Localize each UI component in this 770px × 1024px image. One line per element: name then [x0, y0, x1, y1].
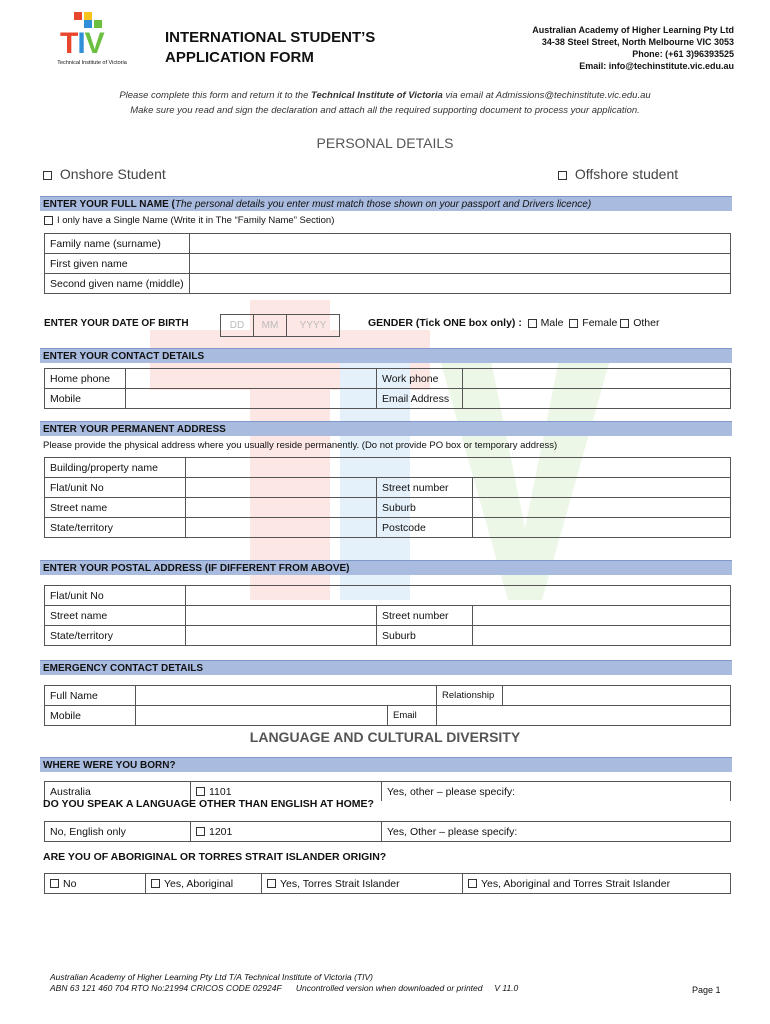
footer-uncontrolled: Uncontrolled version when downloaded or printed — [295, 983, 483, 993]
postal-flat-field[interactable] — [186, 586, 731, 606]
born-bar: WHERE WERE YOU BORN? — [40, 757, 732, 772]
australia-label: Australia — [45, 782, 191, 802]
postcode-field[interactable] — [473, 518, 731, 538]
gender-label: GENDER (Tick ONE box only) : — [368, 317, 522, 329]
name-table — [44, 233, 731, 294]
dob-day-field[interactable]: DD — [221, 315, 254, 337]
family-name-label: Family name (surname) — [45, 234, 190, 254]
abor-no-option[interactable] — [45, 874, 146, 894]
male-label: Male — [540, 317, 564, 329]
home-phone-field[interactable] — [126, 369, 377, 389]
flat-field[interactable] — [186, 478, 377, 498]
postal-street-name-field[interactable] — [186, 606, 377, 626]
onshore-checkbox[interactable] — [43, 171, 52, 180]
onshore-option[interactable] — [43, 166, 166, 182]
abor-torres-checkbox[interactable] — [267, 879, 276, 888]
footer — [50, 972, 518, 994]
street-number-label: Street number — [377, 478, 473, 498]
language-table — [44, 821, 731, 842]
first-name-field[interactable] — [189, 254, 730, 274]
intro-bold: Technical Institute of Victoria — [311, 90, 443, 101]
abor-no-label: No — [63, 877, 77, 890]
org-address: 34-38 Steel Street, North Melbourne VIC 3053 — [541, 37, 734, 47]
intro-text — [0, 88, 770, 118]
postal-street-name-label: Street name — [45, 606, 186, 626]
first-name-label: First given name — [45, 254, 190, 274]
born-other-specify[interactable]: Yes, other – please specify: — [382, 782, 731, 802]
postal-street-number-label: Street number — [377, 606, 473, 626]
postal-state-field[interactable] — [186, 626, 377, 646]
language-1201-option[interactable] — [191, 822, 382, 842]
title-line1: INTERNATIONAL STUDENT’S — [165, 29, 376, 46]
state-field[interactable] — [186, 518, 377, 538]
org-email: Email: info@techinstitute.vic.edu.au — [579, 61, 734, 71]
other-gender-label: Other — [633, 317, 660, 329]
intro-pre: Please complete this form and return it to the — [119, 90, 312, 101]
building-field[interactable] — [186, 458, 731, 478]
logo-subtext: Technical Institute of Victoria — [57, 60, 127, 66]
abor-aboriginal-checkbox[interactable] — [151, 879, 160, 888]
org-phone: Phone: (+61 3)96393525 — [632, 49, 734, 59]
work-phone-label: Work phone — [377, 369, 463, 389]
suburb-label: Suburb — [377, 498, 473, 518]
male-checkbox[interactable] — [528, 319, 537, 328]
abor-torres-option[interactable] — [262, 874, 463, 894]
dob-month-field[interactable]: MM — [254, 315, 287, 337]
emergency-email-field[interactable] — [437, 706, 731, 726]
contact-table — [44, 368, 731, 409]
fullname-bar-label: ENTER YOUR FULL NAME ( — [43, 199, 175, 210]
abor-aboriginal-label: Yes, Aboriginal — [164, 877, 234, 890]
code-1201: 1201 — [209, 825, 233, 838]
other-gender-checkbox[interactable] — [620, 319, 629, 328]
abor-no-checkbox[interactable] — [50, 879, 59, 888]
single-name-label: I only have a Single Name (Write it in The “Family Name” Section) — [57, 215, 335, 226]
fullname-bar — [40, 196, 732, 211]
intro-line2: Make sure you read and sign the declaration and attach all the required supporting document to process your application. — [130, 105, 640, 116]
abor-both-option[interactable] — [463, 874, 731, 894]
relationship-field[interactable] — [503, 686, 731, 706]
aboriginal-table — [44, 873, 731, 894]
permanent-address-note: Please provide the physical address where you usually reside permanently. (Do not provide PO box or temporary address) — [43, 440, 558, 451]
footer-line1: Australian Academy of Higher Learning Pty Ltd T/A Technical Institute of Victoria (TIV) — [50, 972, 373, 982]
permanent-address-bar: ENTER YOUR PERMANENT ADDRESS — [40, 421, 732, 436]
born-1101-checkbox[interactable] — [196, 787, 205, 796]
language-1201-checkbox[interactable] — [196, 827, 205, 836]
state-label: State/territory — [45, 518, 186, 538]
aboriginal-bar: ARE YOU OF ABORIGINAL OR TORRES STRAIT ISLANDER ORIGIN? — [43, 851, 387, 863]
offshore-label: Offshore student — [574, 166, 679, 182]
relationship-label: Relationship — [437, 686, 503, 706]
emergency-mobile-field[interactable] — [136, 706, 388, 726]
abor-both-label: Yes, Aboriginal and Torres Strait Islander — [481, 877, 671, 890]
postal-address-table — [44, 585, 731, 646]
mobile-label: Mobile — [45, 389, 126, 409]
postal-suburb-label: Suburb — [377, 626, 473, 646]
single-name-option[interactable] — [44, 215, 334, 226]
postal-address-bar: ENTER YOUR POSTAL ADDRESS (IF DIFFERENT FROM ABOVE) — [40, 560, 732, 575]
tiv-logo: TIV Technical Institute of Victoria — [52, 12, 132, 76]
flat-label: Flat/unit No — [45, 478, 186, 498]
emergency-name-field[interactable] — [136, 686, 437, 706]
contact-bar: ENTER YOUR CONTACT DETAILS — [40, 348, 732, 363]
personal-details-title: PERSONAL DETAILS — [316, 135, 454, 151]
mobile-field[interactable] — [126, 389, 377, 409]
org-contact — [532, 24, 734, 72]
admissions-email-link[interactable]: Admissions@techinstitute.vic.edu.au — [495, 90, 651, 101]
emergency-table — [44, 685, 731, 726]
street-number-field[interactable] — [473, 478, 731, 498]
street-name-field[interactable] — [186, 498, 377, 518]
female-checkbox[interactable] — [569, 319, 578, 328]
single-name-checkbox[interactable] — [44, 216, 53, 225]
postal-state-label: State/territory — [45, 626, 186, 646]
org-name: Australian Academy of Higher Learning Pty Ltd — [532, 25, 734, 35]
work-phone-field[interactable] — [463, 369, 731, 389]
emergency-email-label: Email — [388, 706, 437, 726]
emergency-mobile-label: Mobile — [45, 706, 136, 726]
abor-both-checkbox[interactable] — [468, 879, 477, 888]
gender-row — [368, 317, 659, 329]
language-other-specify[interactable]: Yes, Other – please specify: — [382, 822, 731, 842]
offshore-checkbox[interactable] — [558, 171, 567, 180]
dob-year-field[interactable]: YYYY — [287, 315, 340, 337]
postal-street-number-field[interactable] — [473, 606, 731, 626]
suburb-field[interactable] — [473, 498, 731, 518]
dob-fields — [220, 314, 340, 337]
second-name-label: Second given name (middle) — [45, 274, 190, 294]
abor-torres-label: Yes, Torres Strait Islander — [280, 877, 400, 890]
no-english-label: No, English only — [45, 822, 191, 842]
email-field[interactable] — [463, 389, 731, 409]
postal-flat-label: Flat/unit No — [45, 586, 186, 606]
second-name-field[interactable] — [189, 274, 730, 294]
code-1101: 1101 — [209, 785, 232, 798]
fullname-note: The personal details you enter must match those shown on your passport and Drivers licence) — [174, 199, 592, 210]
abor-aboriginal-option[interactable] — [146, 874, 262, 894]
footer-line2: ABN 63 121 460 704 RTO No:21994 CRICOS CODE 02924F — [50, 983, 282, 993]
offshore-option[interactable] — [558, 166, 678, 182]
title-line2: APPLICATION FORM — [165, 49, 314, 66]
postal-suburb-field[interactable] — [473, 626, 731, 646]
permanent-address-table — [44, 457, 731, 538]
emergency-bar: EMERGENCY CONTACT DETAILS — [40, 660, 732, 675]
female-label: Female — [582, 317, 618, 329]
street-name-label: Street name — [45, 498, 186, 518]
email-label: Email Address — [377, 389, 463, 409]
form-title — [165, 28, 375, 68]
emergency-name-label: Full Name — [45, 686, 136, 706]
page-number: Page 1 — [692, 985, 721, 995]
building-label: Building/property name — [45, 458, 186, 478]
family-name-field[interactable] — [189, 234, 730, 254]
footer-version: V 11.0 — [494, 983, 519, 993]
postcode-label: Postcode — [377, 518, 473, 538]
home-phone-label: Home phone — [45, 369, 126, 389]
intro-mid: via email at — [442, 90, 496, 101]
language-bar: DO YOU SPEAK A LANGUAGE OTHER THAN ENGLISH AT HOME? — [43, 798, 374, 810]
onshore-label: Onshore Student — [59, 166, 166, 182]
dob-label: ENTER YOUR DATE OF BIRTH — [44, 318, 189, 329]
language-title: LANGUAGE AND CULTURAL DIVERSITY — [249, 729, 521, 745]
